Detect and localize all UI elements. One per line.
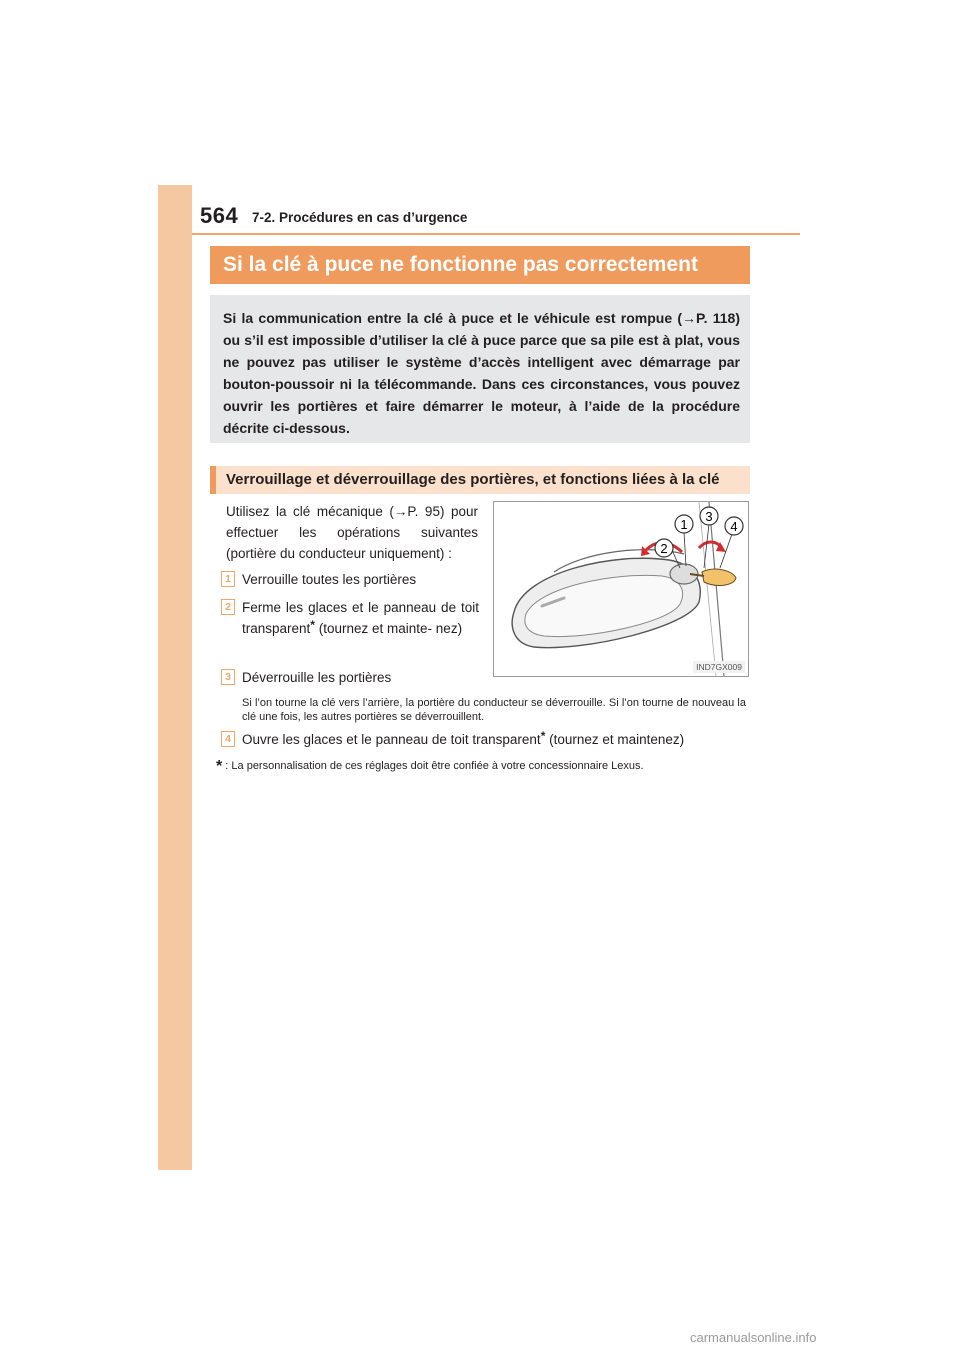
step-text-line2: nez) [435,621,463,636]
step-number-badge: 4 [221,731,235,747]
intro-box [210,295,750,443]
step-text: Déverrouille les portières [242,670,392,685]
step-text-suffix: (tournez et mainte- [314,621,433,636]
step-text-suffix: (tournez et maintenez) [545,732,685,747]
svg-text:2: 2 [660,541,668,556]
lead-paragraph: Utilisez la clé mécanique (→P. 95) pour effectuer les opérations suivantes (portière du conducteur uniquement) : [226,504,478,561]
step-number-badge: 1 [221,571,235,587]
step-text-main: Ferme les glaces et le panneau de toit transparent [242,600,479,636]
callout-4 [725,517,743,535]
door-handle-illustration [493,501,749,677]
svg-text:3: 3 [705,509,713,524]
door-handle-drawing [494,502,748,676]
asterisk-mark: * [310,618,315,632]
section-breadcrumb: 7-2. Procédures en cas d’urgence [252,210,468,225]
step-text [242,729,684,750]
page-number: 564 [200,203,239,228]
step-number-badge: 2 [221,599,235,615]
footnote [216,758,644,776]
subheading-text: Verrouillage et déverrouillage des portières, et fonctions liées à la clé [226,471,720,488]
callout-3 [700,507,718,525]
svg-text:1: 1 [680,517,688,532]
callout-1 [675,515,693,533]
figure-code: IND7GX009 [693,661,745,673]
asterisk-mark: * [540,729,546,743]
footnote-asterisk: * [216,758,223,775]
step-text [242,597,479,639]
svg-text:4: 4 [730,519,738,534]
footnote-text: : La personnalisation de ces réglages doit être confiée à votre concessionnaire Lexus. [225,760,644,772]
step-3-note: Si l’on tourne la clé vers l’arrière, la portière du conducteur se déverrouille. Si l’on tourne de nouveau la clé une fois, les autres portières se déverrouillent. [242,697,746,723]
intro-text: Si la communication entre la clé à puce et le véhicule est rompue (→P. 118) ou s’il est impossible d’utiliser la clé à puce parce que sa pile est à plat, vous ne pouvez pas utiliser le système d’accès intelligent avec démarrage par bouton-poussoir ni la télécommande. Dans ces circonstances, vous pouvez ouvrir les portières et faire démarrer le moteur, à l’aide de la procédure décrite ci-dessous. [223,310,740,436]
callout-2 [655,539,673,557]
footer-watermark: carmanualsonline.info [690,1330,817,1345]
step-number-badge: 3 [221,669,235,685]
header-rule [192,233,800,235]
step-text-main: Ouvre les glaces et le panneau de toit transparent [242,732,541,747]
step-text: Verrouille toutes les portières [242,572,417,587]
page-title: Si la clé à puce ne fonctionne pas correctement [210,246,750,284]
side-margin-band [158,185,192,1170]
section-subheading [210,466,750,494]
